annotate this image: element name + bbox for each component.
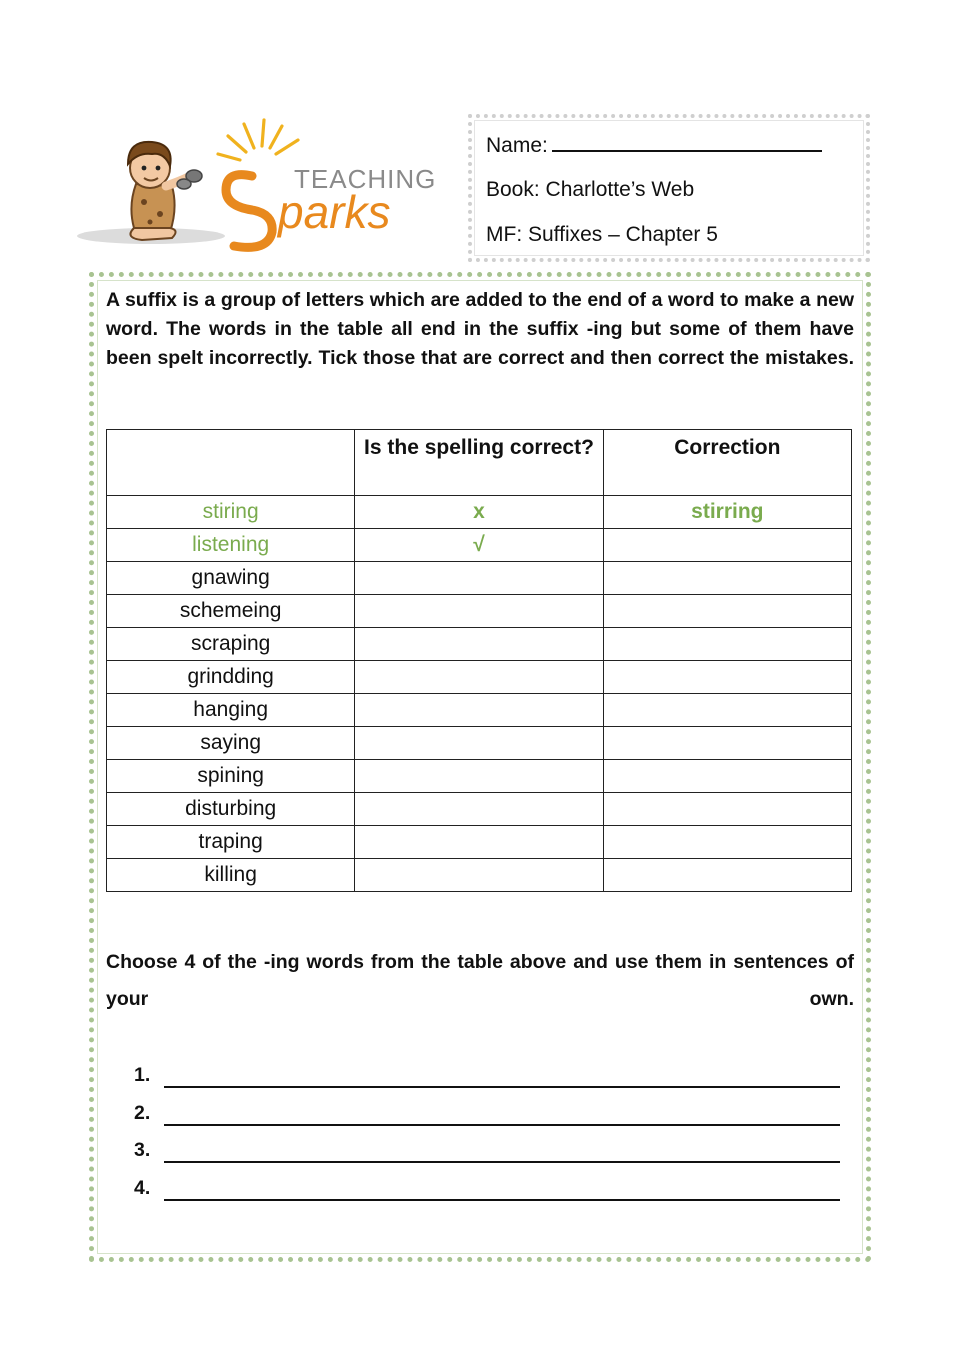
line-number: 4. — [134, 1177, 151, 1199]
word-cell: scraping — [107, 628, 355, 661]
student-info-box — [468, 114, 870, 262]
word-cell: grindding — [107, 661, 355, 694]
table-row — [107, 694, 852, 727]
correct-cell[interactable] — [355, 595, 603, 628]
sentence-task-text: Choose 4 of the -ing words from the table above and use them in sentences of your own. — [106, 951, 854, 1010]
correct-cell[interactable] — [355, 793, 603, 826]
table-row — [107, 826, 852, 859]
table-row — [107, 628, 852, 661]
word-cell: spining — [107, 760, 355, 793]
teaching-sparks-logo — [76, 110, 436, 260]
line-number: 1. — [134, 1064, 151, 1086]
correct-cell[interactable] — [355, 628, 603, 661]
answer-rule — [164, 1161, 840, 1163]
sentence-line-1[interactable] — [134, 1058, 844, 1096]
word-cell: gnawing — [107, 562, 355, 595]
correct-cell: x — [355, 496, 603, 529]
word-cell: schemeing — [107, 595, 355, 628]
header-correct: Is the spelling correct? — [355, 430, 603, 496]
correction-cell[interactable] — [603, 826, 851, 859]
mf-label: MF: Suffixes – Chapter 5 — [486, 223, 718, 246]
correct-cell: √ — [355, 529, 603, 562]
correction-cell[interactable] — [603, 562, 851, 595]
answer-rule — [164, 1086, 840, 1088]
correct-cell[interactable] — [355, 694, 603, 727]
word-cell: hanging — [107, 694, 355, 727]
correct-cell[interactable] — [355, 859, 603, 892]
sentence-line-4[interactable] — [134, 1171, 844, 1209]
name-field[interactable] — [552, 128, 822, 152]
table-header-row — [107, 430, 852, 496]
correct-cell[interactable] — [355, 727, 603, 760]
correction-cell[interactable] — [603, 529, 851, 562]
line-number: 3. — [134, 1139, 151, 1161]
table-row — [107, 760, 852, 793]
correction-cell: stirring — [603, 496, 851, 529]
word-cell: saying — [107, 727, 355, 760]
correct-cell[interactable] — [355, 760, 603, 793]
correction-cell[interactable] — [603, 859, 851, 892]
svg-text:parks: parks — [278, 186, 391, 238]
table-row — [107, 496, 852, 529]
answer-rule — [164, 1124, 840, 1126]
sentence-line-2[interactable] — [134, 1096, 844, 1134]
table-row — [107, 562, 852, 595]
svg-text:TEACHING: TEACHING — [294, 164, 436, 194]
header-word — [107, 430, 355, 496]
table-row — [107, 859, 852, 892]
correction-cell[interactable] — [603, 793, 851, 826]
instructions-text: A suffix is a group of letters which are added to the end of a word to make a new word. The words in the table all end in the suffix -ing but some of them have been spelt incorrectly. Tick those that are correct and then correct the mistakes. — [106, 289, 854, 369]
table-row — [107, 595, 852, 628]
spelling-table — [106, 429, 852, 892]
correct-cell[interactable] — [355, 562, 603, 595]
correction-cell[interactable] — [603, 727, 851, 760]
word-cell: listening — [107, 529, 355, 562]
line-number: 2. — [134, 1102, 151, 1124]
word-cell: traping — [107, 826, 355, 859]
word-cell: disturbing — [107, 793, 355, 826]
correct-cell[interactable] — [355, 661, 603, 694]
book-label: Book: Charlotte’s Web — [486, 178, 695, 201]
correction-cell[interactable] — [603, 760, 851, 793]
correction-cell[interactable] — [603, 595, 851, 628]
table-row — [107, 529, 852, 562]
word-cell: killing — [107, 859, 355, 892]
sentence-line-3[interactable] — [134, 1133, 844, 1171]
table-row — [107, 661, 852, 694]
word-cell: stiring — [107, 496, 355, 529]
correction-cell[interactable] — [603, 694, 851, 727]
header-correction: Correction — [603, 430, 851, 496]
table-row — [107, 793, 852, 826]
correction-cell[interactable] — [603, 661, 851, 694]
name-label: Name: — [486, 134, 548, 157]
answer-rule — [164, 1199, 840, 1201]
correction-cell[interactable] — [603, 628, 851, 661]
table-row — [107, 727, 852, 760]
correct-cell[interactable] — [355, 826, 603, 859]
name-line — [486, 128, 852, 173]
